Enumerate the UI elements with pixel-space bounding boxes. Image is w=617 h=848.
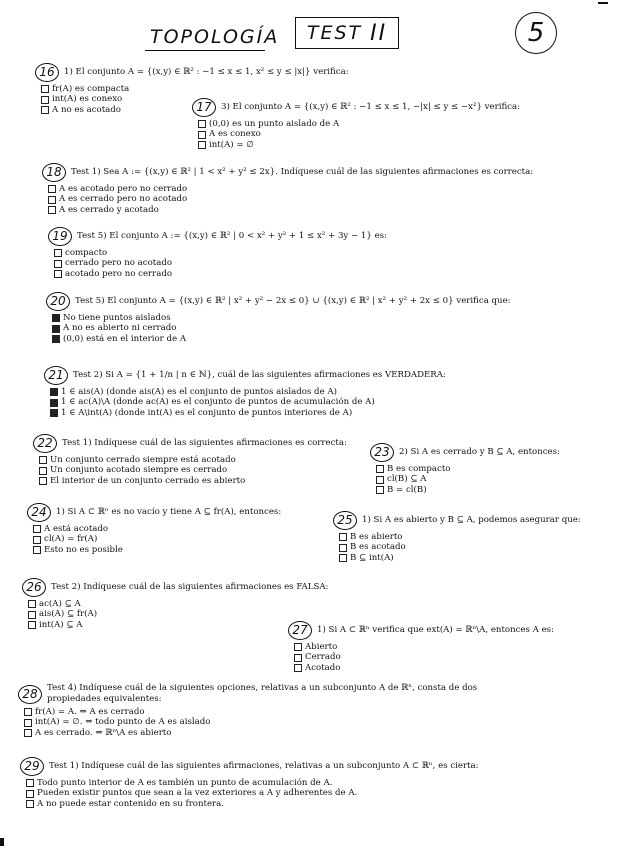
option-text: ais(A) ⊆ fr(A) [39, 609, 98, 620]
question-header [46, 292, 511, 311]
option-text: (0,0) está en el interior de A [63, 333, 187, 344]
checkbox[interactable] [33, 536, 41, 544]
question-18 [42, 163, 533, 216]
checkbox[interactable] [198, 120, 206, 128]
answer-option[interactable] [28, 610, 328, 621]
answer-option[interactable] [39, 466, 347, 477]
checkbox[interactable] [339, 554, 347, 562]
checkbox[interactable] [26, 779, 34, 787]
option-list [52, 313, 511, 345]
checkbox[interactable] [376, 486, 384, 494]
question-header [33, 434, 347, 453]
option-text: cerrado pero no acotado [65, 258, 173, 269]
option-text: Un conjunto acotado siempre es cerrado [50, 465, 228, 476]
question-23 [370, 443, 560, 496]
question-header [288, 621, 554, 640]
option-text: int(A) = ∅ [209, 139, 254, 150]
option-text: Un conjunto cerrado siempre está acotado [50, 454, 236, 465]
option-text: A no es acotado [52, 104, 121, 115]
checkbox[interactable] [24, 708, 32, 716]
answer-option[interactable] [50, 398, 446, 409]
answer-option[interactable] [33, 524, 281, 535]
question-28 [18, 683, 518, 739]
corner-mark [0, 838, 4, 846]
question-number-circle: 16 [35, 63, 59, 82]
answer-option[interactable] [33, 535, 281, 546]
option-text: B ⊆ int(A) [350, 552, 394, 563]
checkbox[interactable] [28, 611, 36, 619]
option-text: Pueden existir puntos que sean a la vez exteriores a A y adherentes de A. [37, 788, 358, 799]
question-header [35, 63, 349, 82]
question-number-circle: 23 [370, 443, 394, 462]
option-list [48, 184, 533, 216]
answer-option[interactable] [24, 718, 518, 729]
answer-option[interactable] [28, 620, 328, 631]
answer-option[interactable] [50, 387, 446, 398]
answer-option[interactable] [48, 184, 533, 195]
question-header [18, 683, 518, 705]
question-25 [333, 511, 581, 564]
answer-option[interactable] [48, 205, 533, 216]
question-header [20, 757, 479, 776]
option-text: No tiene puntos aislados [63, 312, 171, 323]
question-stem: Test 1) Sea A := {(x,y) ∈ ℝ² | 1 < x² + y² ≤ 2x}. Indíquese cuál de las siguientes afirmaciones es correcta: [71, 167, 534, 177]
question-stem: 1) Si A es abierto y B ⊆ A, podemos asegurar que: [362, 515, 581, 525]
checkbox[interactable] [198, 131, 206, 139]
option-text: 1 ∈ ac(A)\A (donde ac(A) es el conjunto de puntos de acumulación de A) [61, 397, 375, 408]
checkbox[interactable] [33, 525, 41, 533]
option-text: 1 ∈ A\int(A) (donde int(A) es el conjunto de puntos interiores de A) [61, 407, 353, 418]
option-list [28, 599, 328, 631]
option-list [50, 387, 446, 419]
answer-option[interactable] [54, 269, 387, 280]
question-number-circle: 18 [42, 163, 66, 182]
question-stem: Test 2) Si A = {1 + 1/n | n ∈ ℕ}, cuál de las siguientes afirmaciones es VERDADERA: [73, 370, 446, 380]
answer-option[interactable] [26, 789, 479, 800]
answer-option[interactable] [24, 728, 518, 739]
checkbox[interactable] [48, 196, 56, 204]
answer-option[interactable] [41, 84, 349, 95]
checkbox[interactable] [28, 621, 36, 629]
answer-option[interactable] [28, 599, 328, 610]
answer-option[interactable] [376, 485, 560, 496]
question-stem: Test 1) Indíquese cuál de las siguientes afirmaciones es correcta: [62, 438, 347, 448]
question-number-circle: 28 [18, 685, 42, 704]
checkbox-marked[interactable] [50, 399, 58, 407]
checkbox-marked[interactable] [52, 325, 60, 333]
option-text: int(A) ⊆ A [39, 619, 83, 630]
option-text: Esto no es posible [44, 544, 123, 555]
test-label-box [295, 17, 399, 49]
question-stem: Test 5) El conjunto A = {(x,y) ∈ ℝ² | x² + y² − 2x ≤ 0} ∪ {(x,y) ∈ ℝ² | x² + y² + 2x ≤ 0} verifica que: [75, 296, 511, 306]
answer-option[interactable] [376, 464, 560, 475]
answer-option[interactable] [50, 408, 446, 419]
checkbox-marked[interactable] [50, 409, 58, 417]
question-22 [33, 434, 347, 487]
option-list [26, 778, 479, 810]
option-text: A no puede estar contenido en su frontera. [37, 798, 225, 809]
option-text: A es acotado pero no cerrado [59, 183, 188, 194]
option-text: B = cl(B) [387, 484, 427, 495]
option-text: Abierto [305, 641, 338, 652]
answer-option[interactable] [48, 195, 533, 206]
checkbox[interactable] [26, 800, 34, 808]
answer-option[interactable] [33, 545, 281, 556]
question-number-circle: 22 [33, 434, 57, 453]
question-header [333, 511, 581, 530]
checkbox[interactable] [54, 260, 62, 268]
option-list [339, 532, 581, 564]
option-text: fr(A) = A. ⇔ A es cerrado [35, 706, 145, 717]
option-text: B es abierto [350, 531, 403, 542]
answer-option[interactable] [52, 324, 511, 335]
question-header [44, 366, 446, 385]
option-text: Cerrado [305, 652, 341, 663]
question-stem: 1) Si A ⊂ ℝⁿ es no vacío y tiene A ⊆ fr(A), entonces: [56, 507, 282, 517]
question-29 [20, 757, 479, 810]
answer-option[interactable] [294, 642, 554, 653]
option-text: Acotado [305, 662, 341, 673]
checkbox[interactable] [41, 106, 49, 114]
question-number-circle: 26 [22, 578, 46, 597]
question-27 [288, 621, 554, 674]
question-stem: 1) Si A ⊂ ℝⁿ verifica que ext(A) = ℝⁿ\A, entonces A es: [317, 625, 554, 635]
test-roman-numeral: II [370, 20, 388, 46]
answer-option[interactable] [26, 799, 479, 810]
checkbox[interactable] [48, 206, 56, 214]
question-21 [44, 366, 446, 419]
option-text: ac(A) ⊆ A [39, 598, 81, 609]
option-text: El interior de un conjunto cerrado es abierto [50, 475, 246, 486]
question-stem: 1) El conjunto A = {(x,y) ∈ ℝ² : −1 ≤ x ≤ 1, x² ≤ y ≤ |x|} verifica: [64, 67, 349, 77]
corner-mark [598, 2, 608, 4]
checkbox[interactable] [339, 533, 347, 541]
answer-option[interactable] [24, 707, 518, 718]
checkbox[interactable] [41, 96, 49, 104]
question-stem: Test 1) Indíquese cuál de las siguientes afirmaciones, relativas a un subconjunto A ⊂ ℝⁿ, es cierta: [49, 761, 479, 771]
option-text: cl(B) ⊆ A [387, 474, 427, 485]
option-text: int(A) = ∅. ⇔ todo punto de A es aislado [35, 717, 211, 728]
answer-option[interactable] [198, 140, 520, 151]
option-text: A es cerrado y acotado [59, 204, 159, 215]
answer-option[interactable] [52, 313, 511, 324]
answer-option[interactable] [339, 532, 581, 543]
checkbox[interactable] [33, 546, 41, 554]
answer-option[interactable] [339, 553, 581, 564]
checkbox-marked[interactable] [52, 314, 60, 322]
title-underline [145, 50, 265, 51]
question-19 [48, 227, 387, 280]
option-text: cl(A) = fr(A) [44, 534, 98, 545]
answer-option[interactable] [26, 778, 479, 789]
option-text: fr(A) es compacta [52, 83, 130, 94]
answer-option[interactable] [198, 119, 520, 130]
option-list [294, 642, 554, 674]
answer-option[interactable] [39, 476, 347, 487]
option-text: 1 ∈ ais(A) (donde ais(A) es el conjunto de puntos aislados de A) [61, 386, 337, 397]
question-number-circle: 17 [192, 98, 216, 117]
question-number-circle: 29 [20, 757, 44, 776]
option-text: compacto [65, 247, 108, 258]
checkbox[interactable] [339, 544, 347, 552]
checkbox[interactable] [28, 600, 36, 608]
question-stem: Test 2) Indíquese cuál de las siguientes afirmaciones es FALSA: [51, 582, 329, 592]
question-number-circle: 24 [27, 503, 51, 522]
question-header [22, 578, 328, 597]
option-list [198, 119, 520, 151]
option-list [33, 524, 281, 556]
question-26 [22, 578, 328, 631]
option-text: B es acotado [350, 542, 406, 553]
checkbox[interactable] [41, 85, 49, 93]
question-number-circle: 27 [288, 621, 312, 640]
test-number-circle: 5 [515, 12, 557, 54]
option-text: int(A) es conexo [52, 94, 123, 105]
answer-option[interactable] [54, 248, 387, 259]
question-number-circle: 21 [44, 366, 68, 385]
option-text: A es conexo [209, 129, 261, 140]
checkbox[interactable] [198, 141, 206, 149]
page-title: TOPOLOGÍA [150, 26, 280, 48]
checkbox[interactable] [24, 719, 32, 727]
checkbox[interactable] [54, 270, 62, 278]
option-text: A es cerrado. ⇔ ℝⁿ\A es abierto [35, 727, 172, 738]
checkbox-marked[interactable] [50, 388, 58, 396]
checkbox[interactable] [294, 664, 302, 672]
question-20 [46, 292, 511, 345]
checkbox[interactable] [26, 790, 34, 798]
question-header [192, 98, 520, 117]
option-text: B es compacto [387, 463, 451, 474]
checkbox[interactable] [294, 654, 302, 662]
question-stem: 3) El conjunto A = {(x,y) ∈ ℝ² : −1 ≤ x ≤ 1, −|x| ≤ y ≤ −x²} verifica: [221, 102, 521, 112]
question-stem: 2) Si A es cerrado y B ⊆ A, entonces: [399, 447, 560, 457]
checkbox[interactable] [24, 729, 32, 737]
test-label: TEST [306, 22, 363, 44]
option-text: A es cerrado pero no acotado [59, 194, 188, 205]
question-stem: Test 5) El conjunto A := {(x,y) ∈ ℝ² | 0 < x² + y² + 1 ≤ x² + 3y − 1} es: [77, 231, 387, 241]
checkbox-marked[interactable] [52, 335, 60, 343]
checkbox[interactable] [294, 643, 302, 651]
answer-option[interactable] [294, 663, 554, 674]
option-list [39, 455, 347, 487]
checkbox[interactable] [39, 477, 47, 485]
question-number-circle: 25 [333, 511, 357, 530]
option-text: (0,0) es un punto aislado de A [209, 118, 340, 129]
option-text: A está acotado [44, 523, 109, 534]
question-17 [192, 98, 520, 151]
answer-option[interactable] [339, 543, 581, 554]
checkbox[interactable] [376, 476, 384, 484]
answer-option[interactable] [54, 259, 387, 270]
answer-option[interactable] [52, 334, 511, 345]
answer-option[interactable] [376, 475, 560, 486]
answer-option[interactable] [39, 455, 347, 466]
question-number-circle: 20 [46, 292, 70, 311]
option-text: A no es abierto ni cerrado [63, 323, 177, 334]
checkbox[interactable] [48, 185, 56, 193]
checkbox[interactable] [54, 249, 62, 257]
option-text: Todo punto interior de A es también un punto de acumulación de A. [37, 777, 333, 788]
question-header [42, 163, 533, 182]
option-list [24, 707, 518, 739]
answer-option[interactable] [294, 653, 554, 664]
option-list [376, 464, 560, 496]
checkbox[interactable] [376, 465, 384, 473]
question-header [48, 227, 387, 246]
option-text: acotado pero no cerrado [65, 268, 173, 279]
answer-option[interactable] [198, 130, 520, 141]
question-number-circle: 19 [48, 227, 72, 246]
checkbox[interactable] [39, 467, 47, 475]
question-header [27, 503, 281, 522]
question-stem: Test 4) Indíquese cuál de la siguientes opciones, relativas a un subconjunto A de ℝⁿ, consta de dos propiedades equivalentes: [47, 683, 478, 704]
option-list [54, 248, 387, 280]
question-24 [27, 503, 281, 556]
question-header [370, 443, 560, 462]
checkbox[interactable] [39, 456, 47, 464]
